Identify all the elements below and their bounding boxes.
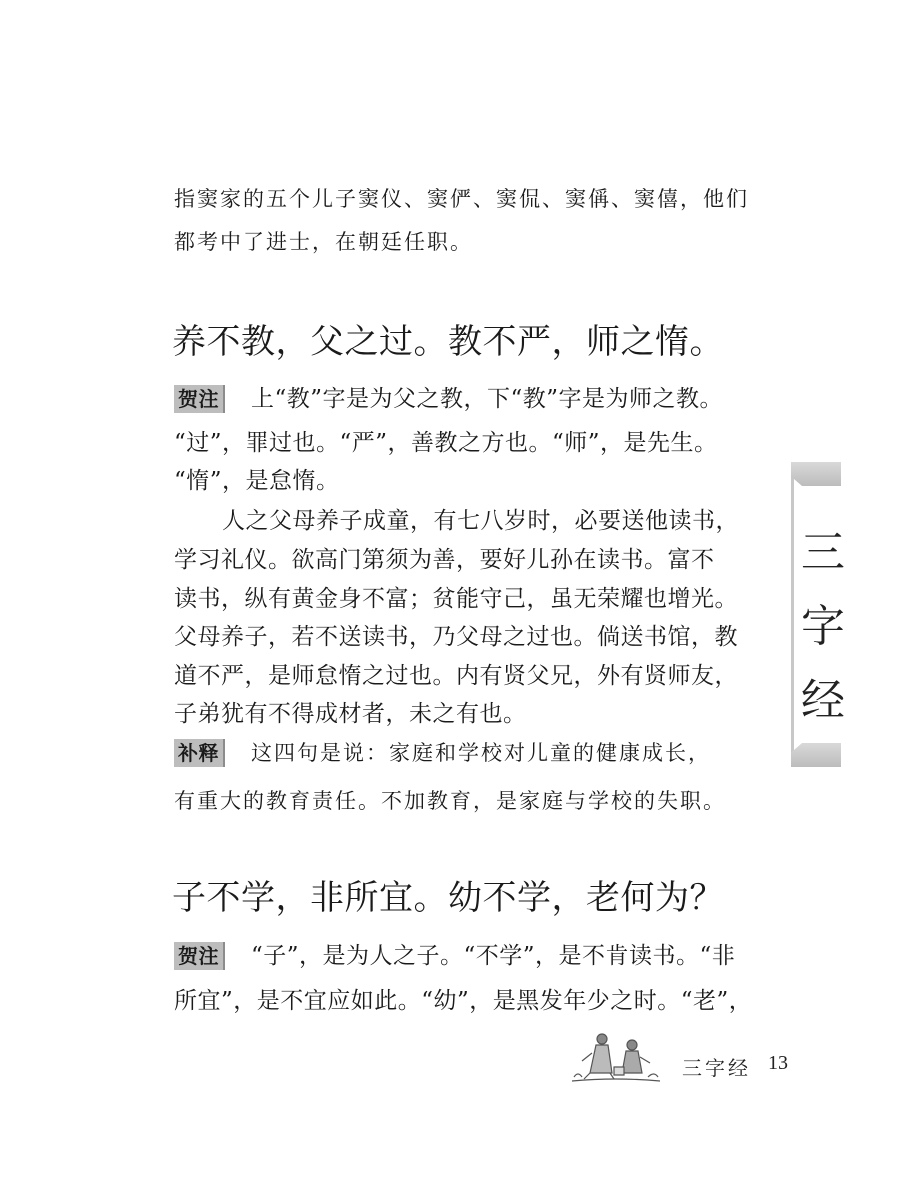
bu-shi-text: 这四句是说：家庭和学校对儿童的健康成长， [251, 741, 711, 765]
side-tab [791, 462, 845, 767]
two-scholars-illustration [570, 1027, 662, 1085]
intro-line-1: 指窦家的五个儿子窦仪、窦俨、窦侃、窦偁、窦僖，他们 [174, 187, 749, 211]
para-line-6: 子弟犹有不得成材者，未之有也。 [174, 701, 527, 727]
para-line-2: 学习礼仪。欲高门第须为善，要好儿孙在读书。富不 [174, 547, 715, 573]
side-tab-edge [791, 462, 794, 767]
he-zhu-1-line-2: “过”，罪过也。“严”，善教之方也。“师”，是先生。 [174, 430, 718, 456]
bu-shi-line-2: 有重大的教育责任。不加教育，是家庭与学校的失职。 [174, 789, 726, 813]
para-line-1: 人之父母养子成童，有七八岁时，必要送他读书， [222, 508, 739, 534]
he-zhu-1-line-3: “惰”，是怠惰。 [174, 468, 340, 494]
he-zhu-tag: 贺注 [174, 385, 225, 413]
intro-line-2: 都考中了进士，在朝廷任职。 [174, 230, 473, 254]
bu-shi-line-1 [174, 737, 711, 767]
verse-2: 子不学，非所宜。幼不学，老何为？ [172, 878, 724, 918]
he-zhu-text: “子”，是为人之子。“不学”，是不肯读书。“非 [251, 943, 736, 969]
page-number: 13 [768, 1052, 788, 1074]
side-tab-char-3: 经 [801, 675, 845, 726]
he-zhu-2-line-1 [174, 937, 735, 970]
bu-shi-tag: 补释 [174, 739, 225, 767]
he-zhu-text: 上“教”字是为父之教，下“教”字是为师之教。 [251, 386, 724, 412]
footer-book-title: 三字经 [682, 1056, 751, 1080]
he-zhu-2-line-2: 所宜”，是不宜应如此。“幼”，是黑发年少之时。“老”， [174, 988, 753, 1014]
side-tab-bottom-bracket [791, 743, 841, 767]
side-tab-char-2: 字 [801, 601, 845, 652]
verse-1: 养不教，父之过。教不严，师之惰。 [172, 322, 724, 362]
para-line-4: 父母养子，若不送读书，乃父母之过也。倘送书馆，教 [174, 624, 738, 650]
side-tab-top-bracket [791, 462, 841, 486]
para-line-5: 道不严，是师怠惰之过也。内有贤父兄，外有贤师友， [174, 663, 738, 689]
he-zhu-tag: 贺注 [174, 942, 225, 970]
side-tab-char-1: 三 [801, 527, 845, 578]
para-line-3: 读书，纵有黄金身不富；贫能守己，虽无荣耀也增光。 [174, 586, 738, 612]
he-zhu-1-line-1 [174, 380, 723, 413]
